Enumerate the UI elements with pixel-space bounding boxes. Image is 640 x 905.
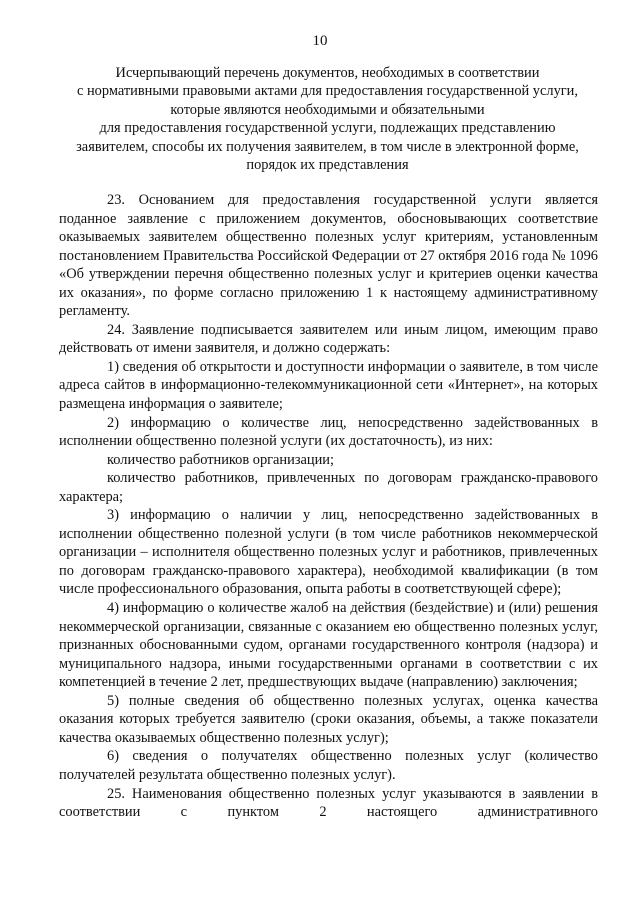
sub-item-contractors: количество работников, привлеченных по договорам гражданско-правового характера; — [59, 470, 598, 505]
paragraph-25: 25. Наименования общественно полезных услуг указываются в заявлении в соответствии с пунктом 2 настоящего административного — [59, 785, 598, 821]
heading-line: заявителем, способы их получения заявителем, в том числе в электронной форме, — [76, 138, 579, 155]
heading-line: с нормативными правовыми актами для предоставления государственной услуги, — [77, 83, 578, 100]
paragraph-24: 24. Заявление подписывается заявителем или иным лицом, имеющим право действовать от имени заявителя, и должно содержать: — [59, 321, 598, 357]
paragraph-23: 23. Основанием для предоставления государственной услуги является поданное заявление с приложением документов, обосновывающих соответствие оказываемых заявителем общественно полезных услуг критериям, установленным постановлением Правительства Российской Федерации от 27 октября 2016 года № 1096 «Об утверждении перечня общественно полезных услуг и критериев оценки качества их оказания», по форме согласно приложению 1 к настоящему административному регламенту. — [59, 192, 598, 320]
list-item-6: 6) сведения о получателях общественно полезных услуг (количество получателей результата общественно полезных услуг). — [59, 748, 598, 783]
sub-item-employees: количество работников организации; — [107, 451, 335, 468]
list-item-3: 3) информацию о наличии у лиц, непосредственно задействованных в исполнении общественно полезной услуги (в том числе работников некоммерческой организации – исполнителя общественно полезных услуг и работников, привлеченных по договорам гражданско-правового характера), необходимой квалификации (в том числе профессионального образования, опыта работы в соответствующей сфере); — [59, 507, 598, 598]
list-item-2: 2) информацию о количестве лиц, непосредственно задействованных в исполнении общественно полезной услуги (их достаточность), из них: — [59, 414, 598, 450]
heading-line: которые являются необходимыми и обязательными — [170, 101, 485, 118]
section-heading — [60, 64, 595, 174]
page-number: 10 — [312, 33, 328, 49]
list-item-1: 1) сведения об открытости и доступности информации о заявителе, в том числе адреса сайтов в информационно-телекоммуникационной сети «Интернет», на которых размещена информация о заявителе; — [59, 358, 598, 413]
list-item-5: 5) полные сведения об общественно полезных услугах, оценка качества оказания которых требуется заявителю (сроки оказания, объемы, а также показатели качества оказываемых общественно полезных услуг); — [59, 692, 598, 746]
list-item-4: 4) информацию о количестве жалоб на действия (бездействие) и (или) решения некоммерческой организации, связанные с оказанием ею общественно полезных услуг, признанных обоснованными судом, органами государственного контроля (надзора) и муниципального надзора, иными государственными органами в соответствии с их компетенцией в течение 2 лет, предшествующих выдаче (направлению) заключения; — [59, 600, 598, 691]
heading-line: порядок их представления — [246, 157, 409, 174]
heading-line: для предоставления государственной услуги, подлежащих представлению — [99, 120, 556, 137]
heading-line: Исчерпывающий перечень документов, необходимых в соответствии — [115, 65, 540, 81]
document-body — [59, 191, 598, 822]
